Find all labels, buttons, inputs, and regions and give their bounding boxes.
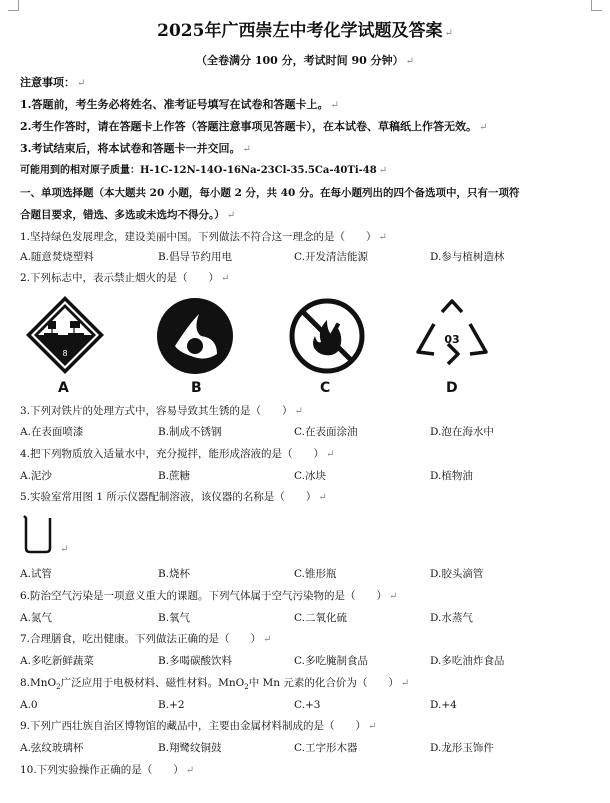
option-b: B.+2 (158, 699, 185, 711)
water-drop-sign-icon (155, 296, 235, 376)
option-a: A.泥沙 (20, 470, 52, 482)
option-d: D.多吃油炸食品 (430, 655, 505, 667)
question-5-stem: 5.实验室常用图 1 所示仪器配制溶液，该仪器的名称是（ ） ↵ (20, 491, 327, 503)
margin-corner-mark (591, 0, 602, 11)
corrosive-sign-icon (24, 294, 106, 376)
question-4-options (20, 469, 600, 483)
figure-label-d: D (446, 380, 458, 396)
option-a: A.弦纹玻璃杯 (20, 742, 84, 754)
option-c: C.二氧化硫 (294, 612, 347, 624)
note-item: 3.考试结束后，将本试卷和答题卡一并交回。 ↵ (20, 142, 251, 155)
corrosive-class-number: 8 (62, 349, 68, 358)
option-a: A.多吃新鲜蔬菜 (20, 655, 94, 667)
option-a: A.试管 (20, 568, 52, 580)
question-8-stem: 8.MnO$_2$广泛应用于电极材料、磁性材料。MnO$_2$中 Mn 元素的化合价为（ ） ↵ (20, 677, 410, 692)
option-d: D.参与植树造林 (430, 251, 505, 263)
option-b: B.蔗糖 (158, 470, 191, 482)
question-6-stem: 6.防治空气污染是一项意义重大的课题。下列气体属于空气污染物的是（ ） ↵ (20, 590, 398, 602)
question-1-stem: 1.坚持绿色发展理念，建设美丽中国。下列做法不符合这一理念的是（ ） ↵ (20, 231, 387, 243)
option-c: C.锥形瓶 (294, 568, 337, 580)
option-d: D.+4 (430, 699, 457, 711)
question-4-stem: 4.把下列物质放入适量水中，充分搅拌，能形成溶液的是（ ） ↵ (20, 448, 335, 460)
question-1-options (20, 250, 600, 264)
question-9-stem: 9.下列广西壮族自治区博物馆的藏品中，主要由金属材料制成的是（ ） ↵ (20, 720, 377, 732)
question-2-stem: 2.下列标志中，表示禁止烟火的是（ ） ↵ (20, 272, 230, 284)
option-c: C.多吃腌制食品 (294, 655, 368, 667)
question-7-stem: 7.合理膳食，吃出健康。下列做法正确的是（ ） ↵ (20, 633, 272, 645)
option-c: C.在表面涂油 (294, 426, 358, 438)
option-b: B.氧气 (158, 612, 191, 624)
option-d: D.植物油 (430, 470, 473, 482)
option-b: B.多喝碳酸饮料 (158, 655, 233, 667)
option-b: B.烧杯 (158, 568, 191, 580)
question-10-stem: 10.下列实验操作正确的是（ ） ↵ (20, 764, 195, 776)
section-heading-cont: 合题目要求，错选、多选或未选均不得分。） ↵ (20, 209, 236, 221)
option-d: D.泡在海水中 (430, 426, 494, 438)
question-3-options (20, 425, 600, 439)
margin-corner-mark (8, 0, 19, 11)
option-d: D.胶头滴管 (430, 568, 484, 580)
option-a: A.随意焚烧塑料 (20, 251, 94, 263)
note-item: 1.答题前，考生务必将姓名、准考证号填写在试卷和答题卡上。 ↵ (20, 98, 339, 111)
figure-label-c: C (320, 380, 331, 396)
notes-heading: 注意事项： ↵ (20, 76, 86, 89)
atomic-masses: 可能用到的相对原子质量：H-1C-12N-14O-16Na-23Cl-35.5Ca-40Ti-48 ↵ (20, 165, 388, 176)
option-a: A.氮气 (20, 612, 52, 624)
question-6-options (20, 611, 600, 625)
recycle-sign-icon (412, 298, 492, 368)
figure-label-a: A (58, 380, 69, 396)
option-a: A.在表面喷漆 (20, 426, 84, 438)
question-7-options (20, 654, 600, 668)
option-d: D.龙形玉饰件 (430, 742, 494, 754)
question-5-options (20, 567, 600, 581)
option-b: B.制成不锈钢 (158, 426, 222, 438)
question-3-stem: 3.下列对铁片的处理方式中，容易导致其生锈的是（ ） ↵ (20, 405, 303, 417)
option-d: D.水蒸气 (430, 612, 473, 624)
beaker-icon (20, 514, 56, 554)
no-fire-sign-icon (287, 296, 367, 376)
question-9-options (20, 741, 600, 755)
paragraph-mark: ↵ (60, 544, 69, 555)
option-c: C.工字形木器 (294, 742, 358, 754)
option-b: B.倡导节约用电 (158, 251, 233, 263)
document-subtitle: （全卷满分 100 分，考试时间 90 分钟） ↵ (196, 54, 414, 67)
recycle-code: 03 (444, 333, 460, 346)
document-title: 2025年广西崇左中考化学试题及答案 ↵ (157, 21, 453, 41)
section-heading: 一、单项选择题（本大题共 20 小题，每小题 2 分，共 40 分。在每小题列出的四个备选项中，只有一项符 (20, 187, 520, 199)
option-c: C.+3 (294, 699, 321, 711)
option-c: C.冰块 (294, 470, 326, 482)
figure-label-b: B (191, 380, 202, 396)
option-a: A.0 (20, 699, 38, 711)
option-b: B.翔鹭纹铜鼓 (158, 742, 222, 754)
note-item: 2.考生作答时，请在答题卡上作答（答题注意事项见答题卡），在本试卷、草稿纸上作答无效。 ↵ (20, 120, 488, 133)
question-8-options (20, 698, 600, 712)
option-c: C.开发清洁能源 (294, 251, 368, 263)
